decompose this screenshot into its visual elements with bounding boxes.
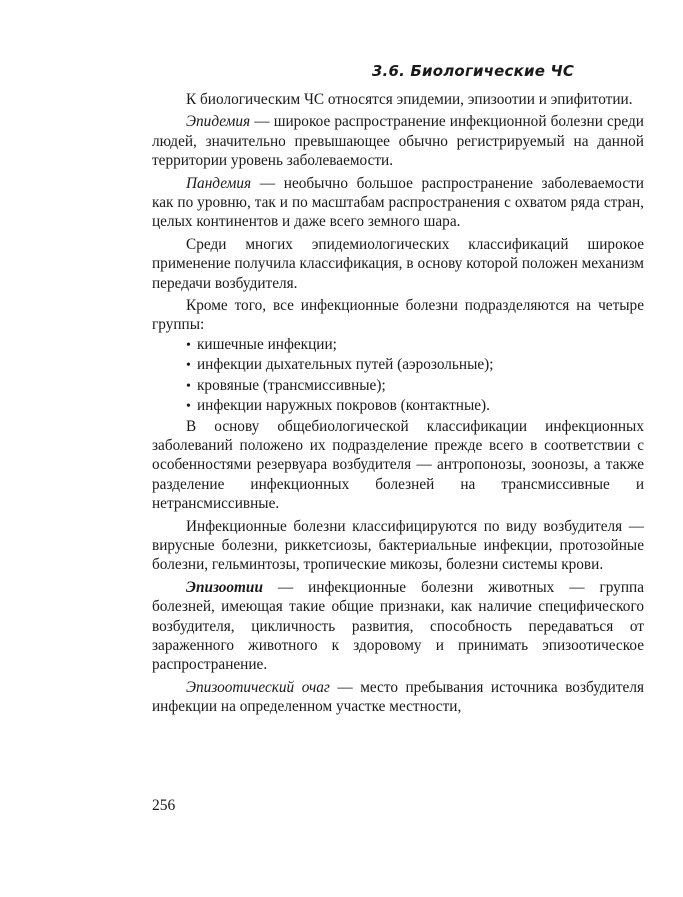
paragraph-pathogen-types-text: Инфекционные болезни классифицируются по виду возбудителя — вирусные болезни, риккетсиозы, бактериальные инфекции, протозойные болезни, гельминтозы, тропические микозы, болезни системы крови. (152, 517, 644, 574)
paragraph-classification-text: Среди многих эпидемиологических классификаций широкое применение получила классификация, в основу которой положен механизм передачи возбудителя. (152, 235, 644, 292)
definition-pandemic: — необычно большое распространение заболеваемости как по уровню, так и по масштабам распространения с охватом ряда стран, целых континентов и даже всего земного шара. (152, 174, 644, 231)
paragraph-pathogen-types (152, 517, 644, 575)
term-epizootics: Эпизоотии (186, 578, 263, 596)
paragraph-classification (152, 235, 644, 293)
section-heading: 3.6. Биологические ЧС (371, 62, 575, 80)
list-item: • инфекции наружных покровов (контактные). (186, 396, 644, 416)
term-epidemic: Эпидемия (186, 113, 251, 131)
paragraph-biological-classification-text: В основу общебиологической классификации инфекционных заболеваний положено их подразделение прежде всего в соответствии с особенностями резервуара возбудителя — антропонозы, зоонозы, а также разделение инфекционных болезней на трансмиссивные и нетрансмиссивные. (152, 417, 644, 513)
paragraph-intro (152, 90, 644, 109)
paragraph-intro-text: К биологическим ЧС относятся эпидемии, эпизоотии и эпифитотии. (186, 91, 633, 108)
list-item: • кишечные инфекции; (186, 335, 644, 355)
definition-epizootic-focus: — место пребывания источника возбудителя инфекции на определенном участке местности, (152, 678, 644, 716)
paragraph-pandemic (152, 174, 644, 232)
list-item: • инфекции дыхательных путей (аэрозольные); (186, 355, 644, 375)
term-pandemic: Пандемия (186, 174, 252, 192)
definition-epizootics: — инфекционные болезни животных — группа болезней, имеющая такие общие признаки, как наличие специфического возбудителя, цикличность развития, способность передаваться от зараженного животного к здоровому и принимать эпизоотическое распространение. (152, 578, 644, 674)
page-number: 256 (152, 797, 176, 814)
definition-epidemic: — широкое распространение инфекционной болезни среди людей, значительно превышающее обычно регистрируемый на данной территории уровень заболеваемости. (152, 113, 644, 170)
list-item: • кровяные (трансмиссивные); (186, 376, 644, 396)
paragraph-groups-text: Кроме того, все инфекционные болезни подразделяются на четыре группы: (152, 297, 644, 334)
page-content (152, 62, 644, 720)
groups-list (152, 335, 644, 417)
paragraph-epizootics (152, 578, 644, 675)
paragraph-groups (152, 296, 644, 335)
paragraph-biological-classification (152, 417, 644, 514)
paragraph-epidemic (152, 112, 644, 170)
paragraph-epizootic-focus (152, 678, 644, 717)
term-epizootic-focus: Эпизоотический очаг (186, 678, 330, 696)
